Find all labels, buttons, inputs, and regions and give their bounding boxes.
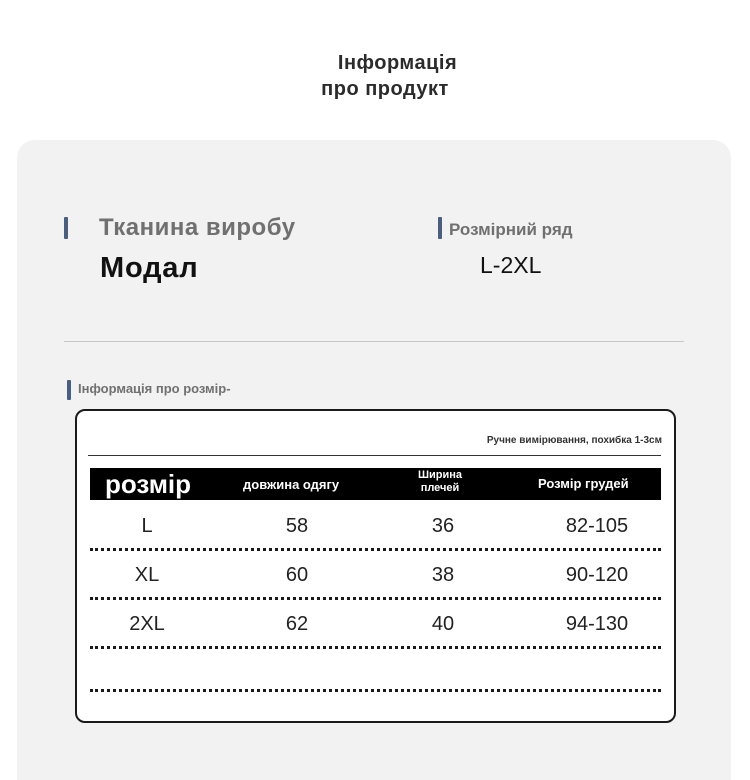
cell-length: 60	[285, 564, 309, 586]
header-shoulder	[395, 469, 485, 495]
measurement-note: Ручне вимірювання, похибка 1-3см	[486, 435, 662, 446]
table-header	[90, 468, 661, 500]
cell-shoulder: 38	[431, 564, 455, 586]
cell-shoulder: 40	[431, 613, 455, 635]
table-row	[77, 609, 674, 639]
header-shoulder-line-1: Ширина	[417, 469, 463, 481]
fabric-label: Тканина виробу	[99, 214, 296, 241]
divider	[64, 341, 684, 342]
accent-bar	[64, 217, 68, 239]
cell-chest: 82-105	[565, 515, 629, 537]
header-chest: Розмір грудей	[538, 476, 629, 491]
title-line-1: Інформація	[337, 52, 458, 74]
table-top-line	[88, 455, 661, 456]
header-size: розмір	[105, 469, 192, 499]
product-info-card	[17, 140, 731, 780]
cell-length: 62	[285, 613, 309, 635]
size-info-label: Інформація про розмір-	[78, 381, 231, 396]
cell-shoulder: 36	[431, 515, 455, 537]
fabric-value: Модал	[100, 252, 199, 284]
row-divider	[90, 548, 661, 551]
header-length: довжина одягу	[243, 477, 340, 492]
cell-size: 2XL	[129, 613, 165, 635]
cell-chest: 94-130	[565, 613, 629, 635]
cell-chest: 90-120	[565, 564, 629, 586]
accent-bar	[438, 217, 442, 239]
row-divider	[90, 646, 661, 649]
size-range-value: L-2XL	[480, 252, 542, 278]
cell-length: 58	[285, 515, 309, 537]
size-table	[75, 409, 676, 723]
cell-size: L	[141, 515, 153, 537]
size-range-label: Розмірний ряд	[449, 220, 573, 239]
accent-bar	[67, 380, 71, 400]
cell-size: XL	[134, 564, 160, 586]
table-row	[77, 511, 674, 541]
header-shoulder-line-2: плечей	[420, 482, 460, 494]
page-title	[0, 50, 750, 102]
title-line-2: про продукт	[321, 78, 449, 100]
row-divider	[90, 597, 661, 600]
row-divider	[90, 689, 661, 692]
table-row	[77, 560, 674, 590]
